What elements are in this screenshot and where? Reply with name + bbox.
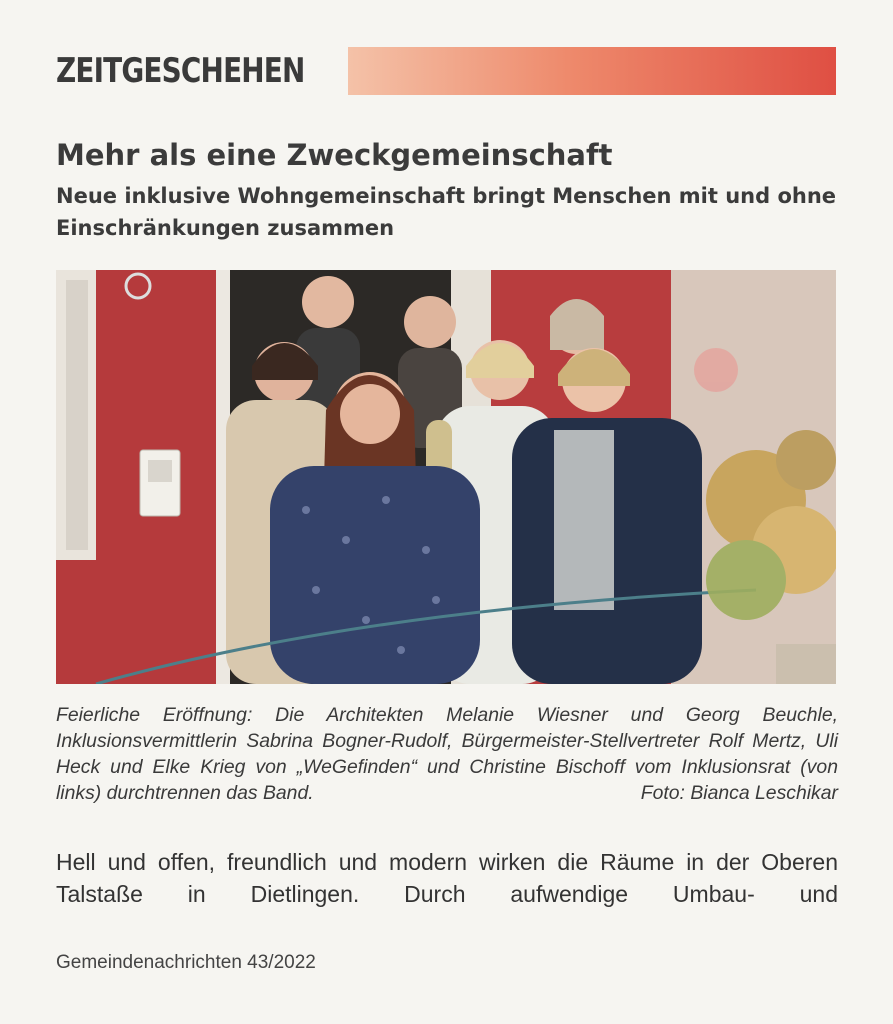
- section-banner-gradient-bar: [348, 47, 836, 95]
- article-headline: Mehr als eine Zweckgemeinschaft: [56, 138, 613, 172]
- article-photo: [56, 270, 836, 684]
- photo-illustration: [56, 270, 836, 684]
- photo-credit: Foto: Bianca Leschikar: [640, 782, 838, 804]
- photo-caption: [56, 702, 838, 806]
- caption-text: Feierliche Eröffnung: Die Architekten Melanie Wiesner und Georg Beuchle, Inklusionsvermittlerin Sabrina Bogner-Rudolf, Bürgermeister-Stellvertreter Rolf Mertz, Uli Heck und Elke Krieg von „WeGefinden“ und Christine Bischoff vom Inklusionsrat (von links) durchtrennen das Band.: [56, 704, 838, 804]
- publication-footer: Gemeindenachrichten 43/2022: [56, 952, 316, 973]
- section-label: ZEITGESCHEHEN: [56, 45, 316, 97]
- section-banner: [56, 45, 836, 97]
- article-subheadline: Neue inklusive Wohngemeinschaft bringt Menschen mit und ohne Einschränkungen zusammen: [56, 184, 837, 240]
- article-body: Hell und offen, freundlich und modern wirken die Räume in der Oberen Talstaße in Dietlingen. Durch aufwendige Umbau- und: [56, 849, 838, 907]
